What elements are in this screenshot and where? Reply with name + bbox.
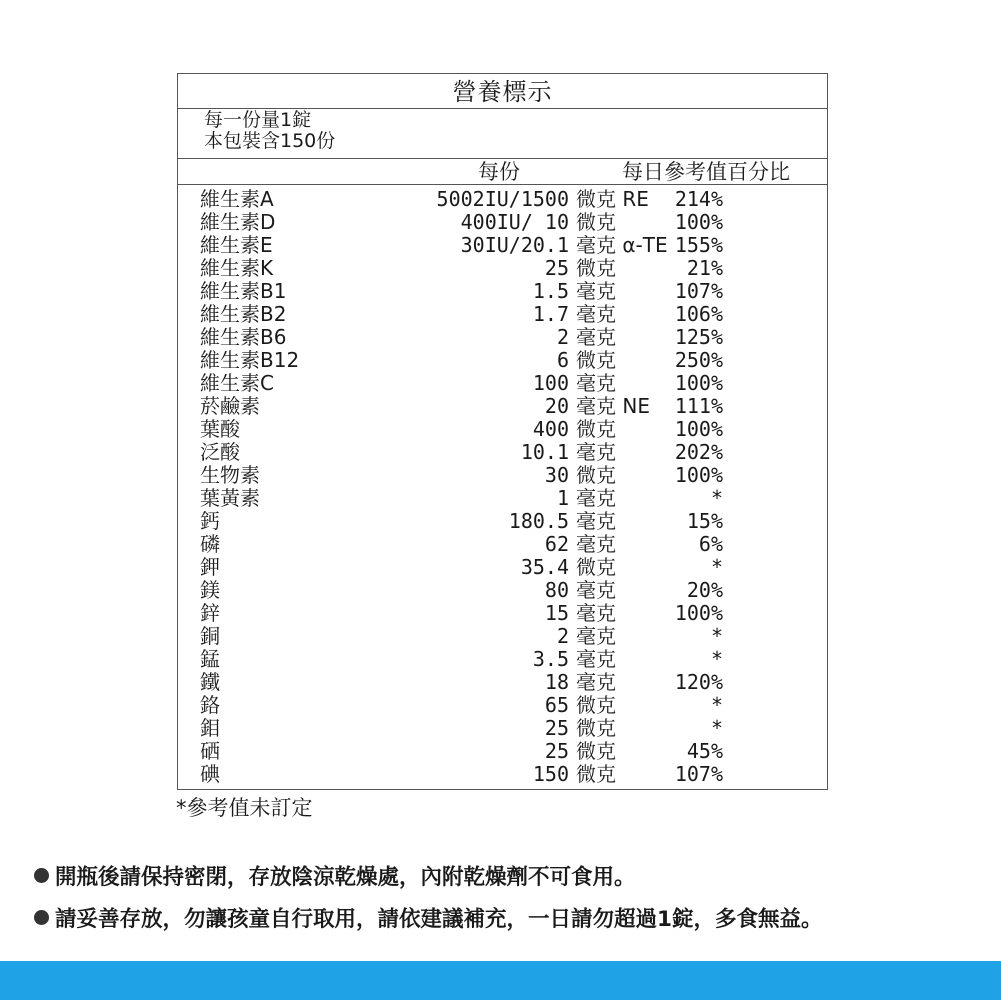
serving-size: 每一份量1錠 bbox=[204, 109, 312, 131]
nutrient-unit: 毫克 bbox=[576, 486, 616, 510]
nutrient-amount: 1 bbox=[556, 486, 569, 510]
nutrient-unit: 微克 bbox=[576, 693, 616, 717]
nutrient-name: 維生素B1 bbox=[200, 279, 287, 303]
nutrient-row bbox=[178, 234, 827, 257]
nutrient-unit: 毫克 α-TE bbox=[576, 233, 668, 257]
nutrient-dv-percent: 202% bbox=[674, 440, 723, 464]
header-divider-bottom bbox=[178, 184, 827, 185]
bullet-icon bbox=[34, 910, 49, 925]
nutrient-dv-percent: 214% bbox=[674, 187, 723, 211]
nutrient-amount: 100 bbox=[532, 371, 569, 395]
header-divider-top bbox=[178, 158, 827, 159]
bullet-icon bbox=[34, 868, 49, 883]
nutrient-amount: 25 bbox=[544, 256, 569, 280]
nutrient-rows bbox=[178, 188, 827, 786]
nutrient-unit: 毫克 bbox=[576, 670, 616, 694]
nutrient-amount: 15 bbox=[544, 601, 569, 625]
nutrient-unit: 微克 bbox=[576, 716, 616, 740]
nutrient-unit: 微克 bbox=[576, 555, 616, 579]
nutrient-dv-percent: 100% bbox=[674, 601, 723, 625]
nutrient-dv-percent: * bbox=[710, 486, 723, 510]
nutrient-amount: 1.7 bbox=[532, 302, 569, 326]
nutrient-dv-percent: 155% bbox=[674, 233, 723, 257]
nutrient-name: 葉黃素 bbox=[200, 486, 260, 510]
nutrient-name: 泛酸 bbox=[200, 440, 240, 464]
nutrient-name: 維生素B2 bbox=[200, 302, 287, 326]
nutrient-unit: 微克 RE bbox=[576, 187, 649, 211]
nutrient-amount: 400IU/ 10 bbox=[460, 210, 569, 234]
nutrient-amount: 30 bbox=[544, 463, 569, 487]
nutrient-amount: 25 bbox=[544, 716, 569, 740]
nutrient-dv-percent: 107% bbox=[674, 279, 723, 303]
nutrient-row bbox=[178, 441, 827, 464]
nutrient-dv-percent: 15% bbox=[686, 509, 723, 533]
nutrient-name: 菸鹼素 bbox=[200, 394, 260, 418]
nutrient-row bbox=[178, 763, 827, 786]
nutrient-name: 維生素D bbox=[200, 210, 276, 234]
nutrient-name: 維生素A bbox=[200, 187, 274, 211]
nutrient-unit: 微克 bbox=[576, 417, 616, 441]
nutrient-name: 維生素E bbox=[200, 233, 273, 257]
nutrient-dv-percent: 20% bbox=[686, 578, 723, 602]
nutrient-row bbox=[178, 487, 827, 510]
bottom-color-bar bbox=[0, 961, 1001, 1000]
nutrient-unit: 毫克 bbox=[576, 647, 616, 671]
nutrient-row bbox=[178, 648, 827, 671]
col-per-serving-header: 每份 bbox=[478, 160, 520, 184]
nutrient-unit: 毫克 bbox=[576, 509, 616, 533]
nutrient-dv-percent: 21% bbox=[686, 256, 723, 280]
nutrient-unit: 毫克 bbox=[576, 325, 616, 349]
nutrient-name: 維生素B6 bbox=[200, 325, 287, 349]
nutrient-name: 碘 bbox=[200, 762, 220, 786]
nutrient-row bbox=[178, 717, 827, 740]
nutrient-amount: 6 bbox=[556, 348, 569, 372]
servings-per-package: 本包裝含150份 bbox=[204, 130, 336, 152]
note-storage-text: 開瓶後請保持密閉，存放陰涼乾燥處，內附乾燥劑不可食用。 bbox=[55, 865, 636, 890]
nutrient-name: 維生素B12 bbox=[200, 348, 300, 372]
nutrient-amount: 30IU/20.1 bbox=[460, 233, 569, 257]
note-storage bbox=[34, 864, 636, 892]
nutrient-name: 銅 bbox=[200, 624, 220, 648]
nutrient-row bbox=[178, 533, 827, 556]
nutrient-unit: 微克 bbox=[576, 210, 616, 234]
footnote: *參考值未訂定 bbox=[176, 796, 313, 820]
note-dosage-text: 請妥善存放，勿讓孩童自行取用，請依建議補充，一日請勿超過1錠，多食無益。 bbox=[55, 907, 823, 932]
nutrient-dv-percent: 250% bbox=[674, 348, 723, 372]
nutrient-unit: 微克 bbox=[576, 739, 616, 763]
nutrient-unit: 微克 bbox=[576, 348, 616, 372]
nutrient-unit: 毫克 bbox=[576, 578, 616, 602]
nutrient-row bbox=[178, 671, 827, 694]
nutrient-row bbox=[178, 694, 827, 717]
nutrient-amount: 1.5 bbox=[532, 279, 569, 303]
note-dosage bbox=[34, 906, 822, 934]
nutrient-dv-percent: 45% bbox=[686, 739, 723, 763]
nutrition-facts-panel bbox=[177, 73, 828, 790]
nutrient-dv-percent: 6% bbox=[698, 532, 723, 556]
nutrient-dv-percent: * bbox=[710, 624, 723, 648]
nutrient-row bbox=[178, 188, 827, 211]
nutrient-name: 鎂 bbox=[200, 578, 220, 602]
nutrient-row bbox=[178, 510, 827, 533]
nutrient-amount: 5002IU/1500 bbox=[436, 187, 569, 211]
nutrient-amount: 18 bbox=[544, 670, 569, 694]
nutrient-name: 鉻 bbox=[200, 693, 220, 717]
nutrient-amount: 150 bbox=[532, 762, 569, 786]
nutrient-dv-percent: 111% bbox=[674, 394, 723, 418]
nutrient-name: 硒 bbox=[200, 739, 220, 763]
nutrient-row bbox=[178, 464, 827, 487]
nutrient-unit: 微克 bbox=[576, 256, 616, 280]
nutrient-unit: 微克 bbox=[576, 463, 616, 487]
nutrient-dv-percent: 120% bbox=[674, 670, 723, 694]
nutrient-name: 鈣 bbox=[200, 509, 220, 533]
nutrient-unit: 微克 bbox=[576, 762, 616, 786]
nutrient-name: 鋅 bbox=[200, 601, 220, 625]
nutrient-row bbox=[178, 372, 827, 395]
nutrient-amount: 65 bbox=[544, 693, 569, 717]
nutrient-amount: 25 bbox=[544, 739, 569, 763]
nutrient-amount: 10.1 bbox=[520, 440, 569, 464]
nutrient-amount: 62 bbox=[544, 532, 569, 556]
nutrient-row bbox=[178, 740, 827, 763]
panel-title: 營養標示 bbox=[178, 74, 827, 109]
nutrient-unit: 毫克 bbox=[576, 279, 616, 303]
nutrient-amount: 180.5 bbox=[508, 509, 569, 533]
nutrient-row bbox=[178, 211, 827, 234]
nutrient-row bbox=[178, 280, 827, 303]
nutrient-name: 鐵 bbox=[200, 670, 220, 694]
nutrient-dv-percent: 125% bbox=[674, 325, 723, 349]
nutrient-row bbox=[178, 326, 827, 349]
col-daily-value-header: 每日參考值百分比 bbox=[622, 160, 790, 184]
nutrient-amount: 35.4 bbox=[520, 555, 569, 579]
nutrient-dv-percent: * bbox=[710, 647, 723, 671]
nutrient-row bbox=[178, 349, 827, 372]
nutrient-name: 磷 bbox=[200, 532, 220, 556]
nutrient-row bbox=[178, 303, 827, 326]
nutrient-row bbox=[178, 602, 827, 625]
nutrient-amount: 2 bbox=[556, 624, 569, 648]
nutrient-unit: 毫克 NE bbox=[576, 394, 650, 418]
nutrient-name: 維生素C bbox=[200, 371, 274, 395]
nutrient-row bbox=[178, 556, 827, 579]
nutrient-name: 葉酸 bbox=[200, 417, 240, 441]
nutrient-dv-percent: 107% bbox=[674, 762, 723, 786]
nutrient-unit: 毫克 bbox=[576, 601, 616, 625]
nutrient-name: 維生素K bbox=[200, 256, 274, 280]
nutrient-dv-percent: * bbox=[710, 716, 723, 740]
nutrient-dv-percent: 100% bbox=[674, 463, 723, 487]
nutrient-name: 錳 bbox=[200, 647, 220, 671]
nutrient-dv-percent: 100% bbox=[674, 371, 723, 395]
nutrient-amount: 3.5 bbox=[532, 647, 569, 671]
nutrient-unit: 毫克 bbox=[576, 302, 616, 326]
nutrient-dv-percent: 100% bbox=[674, 417, 723, 441]
nutrient-amount: 80 bbox=[544, 578, 569, 602]
nutrient-unit: 毫克 bbox=[576, 624, 616, 648]
nutrient-name: 鉬 bbox=[200, 716, 220, 740]
nutrient-amount: 400 bbox=[532, 417, 569, 441]
nutrient-dv-percent: * bbox=[710, 693, 723, 717]
nutrient-unit: 毫克 bbox=[576, 371, 616, 395]
nutrient-row bbox=[178, 395, 827, 418]
nutrient-name: 鉀 bbox=[200, 555, 220, 579]
nutrient-amount: 2 bbox=[556, 325, 569, 349]
nutrient-dv-percent: * bbox=[710, 555, 723, 579]
nutrient-row bbox=[178, 257, 827, 280]
nutrient-row bbox=[178, 418, 827, 441]
nutrient-unit: 毫克 bbox=[576, 440, 616, 464]
nutrient-row bbox=[178, 625, 827, 648]
nutrient-amount: 20 bbox=[544, 394, 569, 418]
nutrient-name: 生物素 bbox=[200, 463, 260, 487]
nutrient-dv-percent: 106% bbox=[674, 302, 723, 326]
nutrient-dv-percent: 100% bbox=[674, 210, 723, 234]
nutrient-row bbox=[178, 579, 827, 602]
serving-info bbox=[204, 110, 335, 152]
nutrient-unit: 毫克 bbox=[576, 532, 616, 556]
